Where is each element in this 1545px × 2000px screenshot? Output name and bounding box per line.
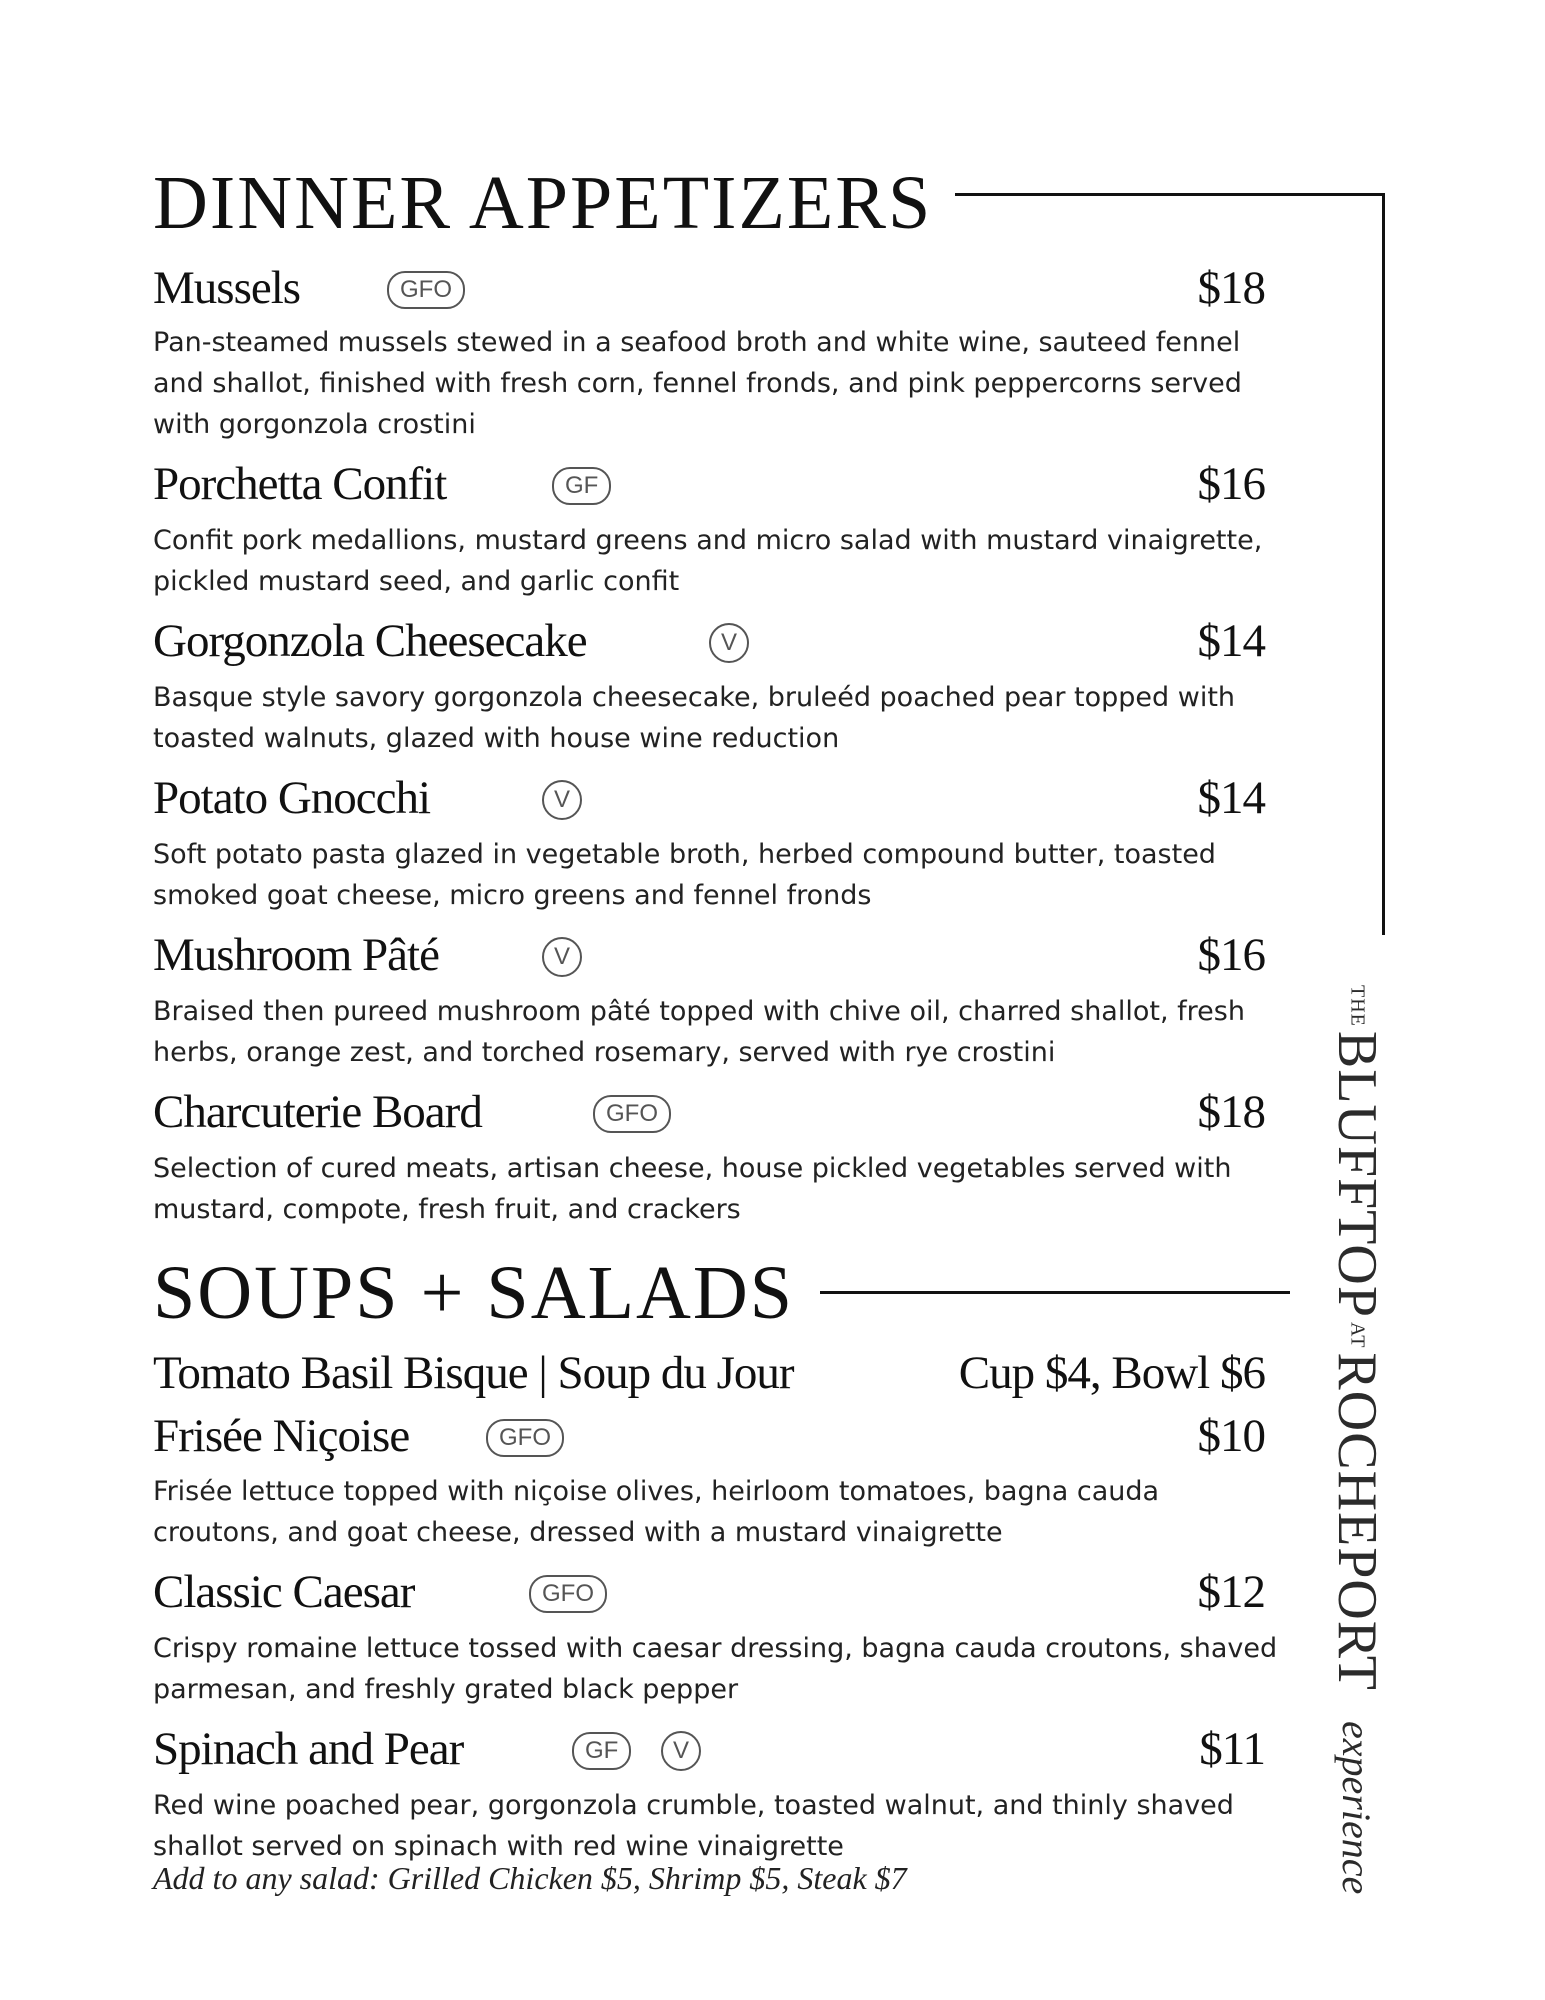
item-price: $10 bbox=[1197, 1410, 1265, 1462]
item-name: Classic Caesar bbox=[153, 1566, 415, 1618]
item-price: Cup $4, Bowl $6 bbox=[958, 1347, 1265, 1399]
salad-addon-note: Add to any salad: Grilled Chicken $5, Shrimp $5, Steak $7 bbox=[153, 1860, 907, 1896]
gfo-badge: GFO bbox=[593, 1095, 671, 1133]
menu-item-frisee-nicoise bbox=[153, 1406, 1265, 1466]
item-name: Potato Gnocchi bbox=[153, 772, 431, 824]
item-description: Pan-steamed mussels stewed in a seafood broth and white wine, sauteed fennel and shallot, finished with fresh corn, fennel fronds, and pink peppercorns served with gorgonzola crostini bbox=[153, 327, 1242, 440]
item-description: Confit pork medallions, mustard greens and micro salad with mustard vinaigrette, pickled mustard seed, and garlic confit bbox=[153, 525, 1263, 597]
item-price: $14 bbox=[1197, 772, 1265, 824]
brand-experience: experience bbox=[1334, 1721, 1380, 1895]
item-description: Braised then pureed mushroom pâté topped with chive oil, charred shallot, fresh herbs, orange zest, and torched rosemary, served with rye crostini bbox=[153, 996, 1245, 1068]
item-description: Basque style savory gorgonzola cheesecake, bruleéd poached pear topped with toasted walnuts, glazed with house wine reduction bbox=[153, 682, 1236, 754]
appetizers-title: DINNER APPETIZERS bbox=[153, 161, 933, 245]
gf-badge: GF bbox=[552, 467, 611, 505]
menu-item-gorgonzola-cheesecake bbox=[153, 611, 1265, 671]
top-rule-horizontal bbox=[955, 193, 1385, 196]
item-price: $16 bbox=[1197, 458, 1265, 510]
gfo-badge: GFO bbox=[529, 1575, 607, 1613]
menu-item-mussels bbox=[153, 258, 1265, 318]
item-name: Frisée Niçoise bbox=[153, 1410, 410, 1462]
item-name: Mussels bbox=[153, 262, 301, 314]
item-description: Red wine poached pear, gorgonzola crumble, toasted walnut, and thinly shaved shallot served on spinach with red wine vinaigrette bbox=[153, 1790, 1234, 1862]
item-price: $14 bbox=[1197, 615, 1265, 667]
brand-at: AT bbox=[1346, 1321, 1369, 1349]
brand-logo bbox=[1312, 985, 1402, 1895]
gf-badge: GF bbox=[572, 1732, 631, 1770]
menu-item-bisque bbox=[153, 1343, 1265, 1403]
item-price: $16 bbox=[1197, 929, 1265, 981]
gfo-badge: GFO bbox=[387, 271, 465, 309]
menu-item-porchetta-confit bbox=[153, 454, 1265, 514]
vegetarian-badge: V bbox=[542, 780, 582, 820]
item-description: Soft potato pasta glazed in vegetable broth, herbed compound butter, toasted smoked goat cheese, micro greens and fennel fronds bbox=[153, 839, 1216, 911]
item-name: Mushroom Pâté bbox=[153, 929, 439, 981]
item-description: Frisée lettuce topped with niçoise olives, heirloom tomatoes, bagna cauda croutons, and goat cheese, dressed with a mustard vinaigrette bbox=[153, 1476, 1160, 1548]
menu-item-potato-gnocchi bbox=[153, 768, 1265, 828]
menu-item-classic-caesar bbox=[153, 1562, 1265, 1622]
item-price: $12 bbox=[1197, 1566, 1265, 1618]
item-name: Porchetta Confit bbox=[153, 458, 447, 510]
top-rule-vertical bbox=[1382, 193, 1385, 935]
item-description: Crispy romaine lettuce tossed with caesar dressing, bagna cauda croutons, shaved parmesan, and freshly grated black pepper bbox=[153, 1633, 1278, 1705]
menu-item-mushroom-pate bbox=[153, 925, 1265, 985]
brand-name-blufftop: BLUFFTOP bbox=[1326, 1030, 1388, 1318]
item-name: Spinach and Pear bbox=[153, 1723, 464, 1775]
brand-name-rocheport: ROCHEPORT bbox=[1326, 1352, 1388, 1691]
item-name: Charcuterie Board bbox=[153, 1086, 482, 1138]
item-price: $11 bbox=[1199, 1723, 1265, 1775]
brand-logo-text bbox=[1325, 985, 1389, 1894]
brand-the: THE bbox=[1346, 985, 1369, 1027]
vegetarian-badge: V bbox=[709, 623, 749, 663]
soups-salads-title: SOUPS + SALADS bbox=[153, 1251, 795, 1335]
soups-rule bbox=[820, 1291, 1290, 1294]
item-price: $18 bbox=[1197, 1086, 1265, 1138]
item-name: Gorgonzola Cheesecake bbox=[153, 615, 587, 667]
item-price: $18 bbox=[1197, 262, 1265, 314]
gfo-badge: GFO bbox=[486, 1419, 564, 1457]
menu-item-charcuterie-board bbox=[153, 1082, 1265, 1142]
menu-item-spinach-and-pear bbox=[153, 1719, 1265, 1779]
item-description: Selection of cured meats, artisan cheese, house pickled vegetables served with mustard, compote, fresh fruit, and crackers bbox=[153, 1153, 1232, 1225]
item-name: Tomato Basil Bisque | Soup du Jour bbox=[153, 1347, 794, 1399]
vegetarian-badge: V bbox=[542, 937, 582, 977]
vegetarian-badge: V bbox=[661, 1731, 701, 1771]
